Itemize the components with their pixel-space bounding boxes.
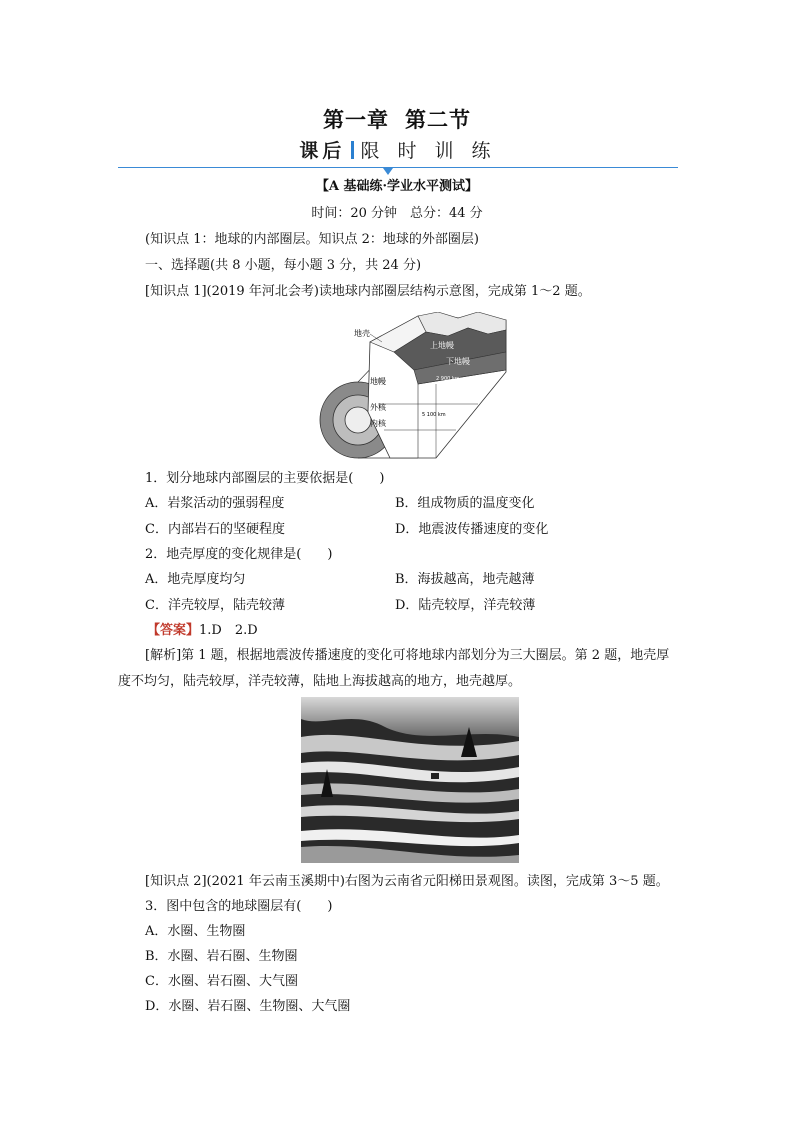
label-crust: 地壳 — [354, 329, 370, 338]
section-heading: 一、选择题(共 8 小题，每小题 3 分，共 24 分) — [145, 258, 422, 273]
answer-text: 1.D 2.D — [199, 623, 258, 638]
label-mantle: 地幔 — [370, 377, 386, 386]
question-2-stem: 2．地壳厚度的变化规律是( ) — [145, 547, 333, 562]
label-upper-mantle: 上地幔 — [430, 341, 454, 350]
question-1-option-a: A．岩浆活动的强弱程度 — [145, 496, 285, 511]
question-3-option-a: A．水圈、生物圈 — [145, 924, 246, 939]
section-label: 第二节 — [405, 107, 471, 132]
question-3-stem: 3．图中包含的地球圈层有( ) — [145, 899, 333, 914]
answer-tag: 【答案】 — [147, 623, 200, 638]
section-banner — [118, 136, 678, 168]
knowledge-note: (知识点 1：地球的内部圈层。知识点 2：地球的外部圈层) — [145, 232, 479, 247]
banner-left-text: 课后 — [299, 140, 346, 162]
label-inner-core: 内核 — [370, 419, 386, 428]
banner-divider — [351, 141, 354, 159]
label-depth-5100: 5 100 km — [422, 412, 446, 418]
banner-rule — [118, 167, 678, 168]
label-outer-core: 外核 — [370, 403, 386, 412]
question-1-option-d: D．地震波传播速度的变化 — [395, 522, 549, 537]
terrace-photo — [301, 697, 519, 863]
question-1-option-b: B．组成物质的温度变化 — [395, 496, 535, 511]
level-heading: 【A 基础练·学业水平测试】 — [315, 179, 479, 194]
chapter-title — [0, 104, 794, 134]
question-2-option-c: C．洋壳较厚，陆壳较薄 — [145, 598, 285, 613]
time-score: 时间：20 分钟 总分：44 分 — [311, 206, 483, 221]
label-lower-mantle: 下地幔 — [446, 357, 470, 366]
banner-pointer-icon — [383, 168, 393, 175]
question-2-option-b: B．海拔越高，地壳越薄 — [395, 572, 535, 587]
banner-right-text: 限 时 训 练 — [360, 140, 497, 162]
globe-inner-core — [345, 407, 371, 433]
question-1-stem: 1．划分地球内部圈层的主要依据是( ) — [145, 471, 385, 486]
question-3-option-d: D．水圈、岩石圈、生物圈、大气圈 — [145, 999, 351, 1014]
question-2-option-a: A．地壳厚度均匀 — [145, 572, 246, 587]
label-depth-2900: 2 900 km — [436, 376, 460, 382]
question-3-option-c: C．水圈、岩石圈、大气圈 — [145, 974, 298, 989]
intro-q1: [知识点 1](2019 年河北会考)读地球内部圈层结构示意图，完成第 1～2 题。 — [145, 284, 591, 299]
question-1-option-c: C．内部岩石的坚硬程度 — [145, 522, 285, 537]
earth-interior-diagram — [318, 312, 518, 464]
answer-line — [147, 622, 258, 640]
chapter-label: 第一章 — [323, 107, 389, 132]
intro-q3: [知识点 2](2021 年云南玉溪期中)右图为云南省元阳梯田景观图。读图，完成第 3～5 题。 — [145, 874, 669, 889]
question-3-option-b: B．水圈、岩石圈、生物圈 — [145, 949, 298, 964]
analysis-paragraph: [解析]第 1 题，根据地震波传播速度的变化可将地球内部划分为三大圈层。第 2 题，地壳厚度不均匀，陆壳较厚，洋壳较薄，陆地上海拔越高的地方，地壳越厚。 — [118, 648, 670, 689]
question-2-option-d: D．陆壳较厚，洋壳较薄 — [395, 598, 536, 613]
